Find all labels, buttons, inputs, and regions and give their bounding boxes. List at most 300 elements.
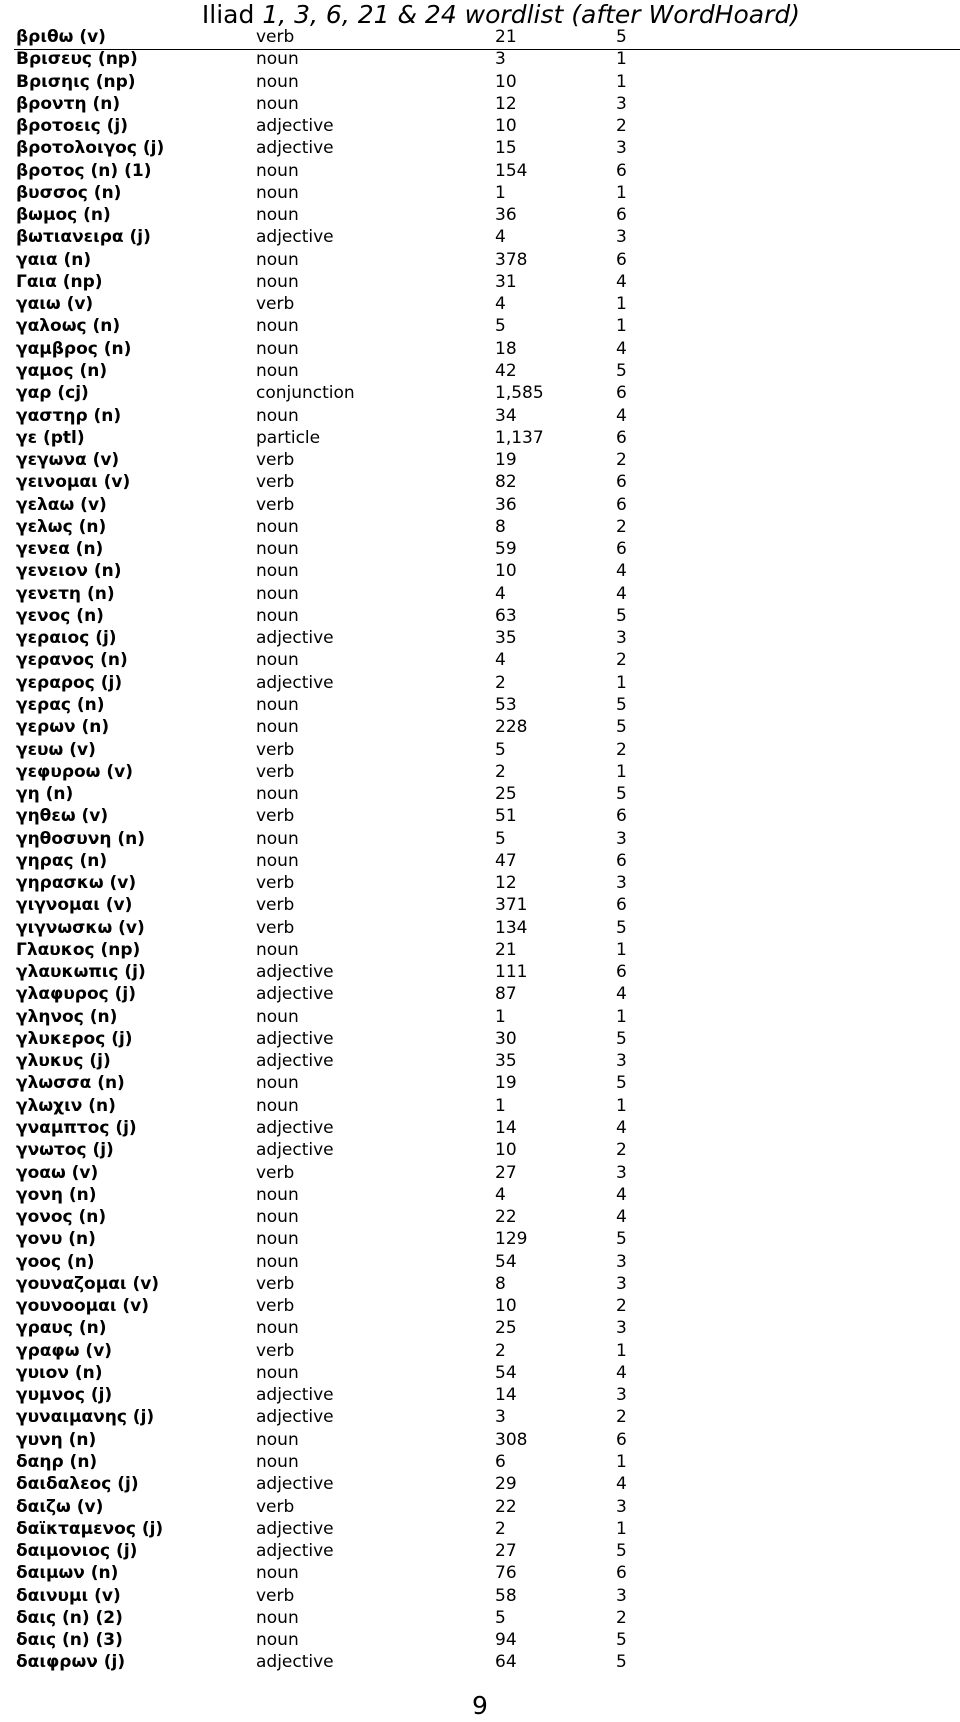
table-row (0, 649, 960, 671)
count-cell: 35 (495, 628, 517, 649)
count-cell: 21 (495, 27, 517, 47)
table-row (0, 894, 960, 916)
count-cell: 19 (495, 450, 517, 471)
table-row (0, 1162, 960, 1184)
lemma-cell: βωμος (n) (16, 205, 111, 226)
table-row (0, 226, 960, 248)
lemma-cell: γλυκερος (j) (16, 1028, 133, 1049)
lemma-cell: γλωχιν (n) (16, 1095, 116, 1116)
table-row (0, 26, 960, 48)
lemma-cell: γναμπτος (j) (16, 1118, 137, 1139)
count-cell: 58 (495, 1585, 517, 1606)
books-cell: 4 (616, 561, 627, 582)
count-cell: 54 (495, 1362, 517, 1383)
pos-cell: adjective (256, 138, 334, 159)
books-cell: 3 (616, 1273, 627, 1294)
pos-cell: noun (256, 1630, 299, 1651)
lemma-cell: γλαφυρος (j) (16, 984, 137, 1005)
table-row (0, 160, 960, 182)
books-cell: 6 (616, 539, 627, 560)
table-row (0, 739, 960, 761)
lemma-cell: γενεα (n) (16, 539, 104, 560)
table-row (0, 917, 960, 939)
pos-cell: noun (256, 405, 299, 426)
count-cell: 4 (495, 583, 506, 604)
books-cell: 1 (616, 672, 627, 693)
lemma-cell: γευω (v) (16, 739, 96, 760)
table-row (0, 583, 960, 605)
table-row (0, 1006, 960, 1028)
books-cell: 6 (616, 249, 627, 270)
count-cell: 34 (495, 405, 517, 426)
count-cell: 64 (495, 1652, 517, 1673)
count-cell: 1,585 (495, 383, 544, 404)
table-row (0, 360, 960, 382)
table-row (0, 627, 960, 649)
pos-cell: verb (256, 450, 295, 471)
lemma-cell: γηθοσυνη (n) (16, 828, 146, 849)
pos-cell: noun (256, 182, 299, 203)
count-cell: 2 (495, 1340, 506, 1361)
books-cell: 2 (616, 516, 627, 537)
count-cell: 76 (495, 1563, 517, 1584)
lemma-cell: γενετη (n) (16, 583, 115, 604)
books-cell: 5 (616, 1630, 627, 1651)
count-cell: 10 (495, 71, 517, 92)
pos-cell: adjective (256, 1051, 334, 1072)
table-row (0, 761, 960, 783)
lemma-cell: γηθεω (v) (16, 806, 109, 827)
count-cell: 21 (495, 939, 517, 960)
pos-cell: noun (256, 561, 299, 582)
lemma-cell: γυιον (n) (16, 1362, 103, 1383)
books-cell: 5 (616, 1028, 627, 1049)
books-cell: 4 (616, 1184, 627, 1205)
books-cell: 4 (616, 271, 627, 292)
lemma-cell: δαιζω (v) (16, 1496, 104, 1517)
lemma-cell: γενειον (n) (16, 561, 122, 582)
pos-cell: verb (256, 1585, 295, 1606)
count-cell: 53 (495, 694, 517, 715)
count-cell: 25 (495, 1318, 517, 1339)
pos-cell: noun (256, 1207, 299, 1228)
lemma-cell: γαλοως (n) (16, 316, 121, 337)
pos-cell: noun (256, 160, 299, 181)
books-cell: 5 (616, 1541, 627, 1562)
lemma-cell: γαρ (cj) (16, 383, 89, 404)
lemma-cell: γαια (n) (16, 249, 92, 270)
pos-cell: adjective (256, 672, 334, 693)
table-row (0, 872, 960, 894)
lemma-cell: γυνη (n) (16, 1429, 97, 1450)
pos-cell: noun (256, 271, 299, 292)
table-row (0, 1317, 960, 1339)
table-row (0, 1607, 960, 1629)
lemma-cell: Γαια (np) (16, 271, 103, 292)
pos-cell: verb (256, 1273, 295, 1294)
pos-cell: noun (256, 1251, 299, 1272)
lemma-cell: βριθω (v) (16, 27, 106, 47)
table-row (0, 382, 960, 404)
lemma-cell: γαστηρ (n) (16, 405, 122, 426)
lemma-cell: δαις (n) (3) (16, 1630, 123, 1651)
lemma-cell: γερας (n) (16, 694, 105, 715)
table-row (0, 315, 960, 337)
books-cell: 6 (616, 1429, 627, 1450)
pos-cell: adjective (256, 1474, 334, 1495)
count-cell: 42 (495, 360, 517, 381)
count-cell: 129 (495, 1229, 528, 1250)
lemma-cell: βωτιανειρα (j) (16, 227, 151, 248)
table-row (0, 1228, 960, 1250)
table-row (0, 1295, 960, 1317)
count-cell: 87 (495, 984, 517, 1005)
pos-cell: conjunction (256, 383, 355, 404)
lemma-cell: γεφυροω (v) (16, 761, 133, 782)
table-row (0, 672, 960, 694)
pos-cell: noun (256, 360, 299, 381)
books-cell: 1 (616, 761, 627, 782)
table-row (0, 516, 960, 538)
lemma-cell: γυναιμανης (j) (16, 1407, 155, 1428)
table-row (0, 427, 960, 449)
pos-cell: verb (256, 27, 295, 47)
lemma-cell: βροτολοιγος (j) (16, 138, 165, 159)
lemma-cell: γελαω (v) (16, 494, 107, 515)
count-cell: 228 (495, 717, 528, 738)
pos-cell: adjective (256, 227, 334, 248)
count-cell: 4 (495, 650, 506, 671)
table-row (0, 1072, 960, 1094)
table-row (0, 1095, 960, 1117)
pos-cell: adjective (256, 1028, 334, 1049)
books-cell: 3 (616, 1051, 627, 1072)
books-cell: 5 (616, 784, 627, 805)
books-cell: 2 (616, 1607, 627, 1628)
books-cell: 1 (616, 49, 627, 70)
books-cell: 1 (616, 1340, 627, 1361)
count-cell: 8 (495, 1273, 506, 1294)
table-row (0, 694, 960, 716)
count-cell: 27 (495, 1162, 517, 1183)
books-cell: 5 (616, 917, 627, 938)
books-cell: 5 (616, 1073, 627, 1094)
table-row (0, 538, 960, 560)
table-row (0, 1139, 960, 1161)
count-cell: 4 (495, 227, 506, 248)
books-cell: 4 (616, 1118, 627, 1139)
lemma-cell: Γλαυκος (np) (16, 939, 141, 960)
lemma-cell: γενος (n) (16, 605, 104, 626)
count-cell: 10 (495, 1140, 517, 1161)
table-row (0, 1028, 960, 1050)
count-cell: 3 (495, 1407, 506, 1428)
books-cell: 6 (616, 472, 627, 493)
pos-cell: noun (256, 1318, 299, 1339)
books-cell: 3 (616, 93, 627, 114)
books-cell: 1 (616, 316, 627, 337)
table-row (0, 1473, 960, 1495)
books-cell: 5 (616, 717, 627, 738)
books-cell: 5 (616, 605, 627, 626)
pos-cell: adjective (256, 1385, 334, 1406)
books-cell: 3 (616, 138, 627, 159)
count-cell: 14 (495, 1118, 517, 1139)
lemma-cell: γραυς (n) (16, 1318, 107, 1339)
lemma-cell: Βρισευς (np) (16, 49, 138, 70)
lemma-cell: γονυ (n) (16, 1229, 96, 1250)
pos-cell: noun (256, 939, 299, 960)
pos-cell: verb (256, 294, 295, 315)
count-cell: 59 (495, 539, 517, 560)
pos-cell: noun (256, 338, 299, 359)
pos-cell: adjective (256, 628, 334, 649)
table-row (0, 983, 960, 1005)
count-cell: 5 (495, 1607, 506, 1628)
lemma-cell: γαμος (n) (16, 360, 108, 381)
pos-cell: noun (256, 1452, 299, 1472)
count-cell: 10 (495, 116, 517, 137)
table-row (0, 48, 960, 70)
table-row (0, 1184, 960, 1206)
table-row (0, 115, 960, 137)
books-cell: 6 (616, 494, 627, 515)
lemma-cell: γαμβρος (n) (16, 338, 132, 359)
page-number: 9 (472, 1691, 488, 1720)
table-row (0, 71, 960, 93)
table-row (0, 1050, 960, 1072)
count-cell: 2 (495, 761, 506, 782)
pos-cell: verb (256, 472, 295, 493)
lemma-cell: δαιμονιος (j) (16, 1541, 138, 1562)
count-cell: 47 (495, 850, 517, 871)
lemma-cell: γλαυκωπις (j) (16, 962, 146, 983)
count-cell: 5 (495, 316, 506, 337)
pos-cell: adjective (256, 1140, 334, 1161)
table-row (0, 716, 960, 738)
pos-cell: noun (256, 717, 299, 738)
count-cell: 51 (495, 806, 517, 827)
books-cell: 6 (616, 895, 627, 916)
lemma-cell: βροντη (n) (16, 93, 121, 114)
pos-cell: adjective (256, 984, 334, 1005)
word-table (0, 26, 960, 1674)
lemma-cell: γοαω (v) (16, 1162, 99, 1183)
books-cell: 3 (616, 628, 627, 649)
books-cell: 1 (616, 1452, 627, 1472)
table-row (0, 1562, 960, 1584)
books-cell: 5 (616, 27, 627, 47)
count-cell: 134 (495, 917, 528, 938)
pos-cell: noun (256, 1095, 299, 1116)
books-cell: 5 (616, 360, 627, 381)
table-row (0, 137, 960, 159)
pos-cell: verb (256, 1296, 295, 1317)
lemma-cell: δαιμων (n) (16, 1563, 119, 1584)
books-cell: 3 (616, 227, 627, 248)
lemma-cell: δαις (n) (2) (16, 1607, 123, 1628)
pos-cell: noun (256, 828, 299, 849)
count-cell: 12 (495, 873, 517, 894)
books-cell: 2 (616, 650, 627, 671)
table-row (0, 1651, 960, 1673)
table-row (0, 1451, 960, 1473)
books-cell: 4 (616, 1207, 627, 1228)
books-cell: 3 (616, 1385, 627, 1406)
books-cell: 4 (616, 1474, 627, 1495)
lemma-cell: γοος (n) (16, 1251, 95, 1272)
pos-cell: noun (256, 205, 299, 226)
lemma-cell: γονος (n) (16, 1207, 107, 1228)
pos-cell: noun (256, 1607, 299, 1628)
books-cell: 4 (616, 984, 627, 1005)
count-cell: 12 (495, 93, 517, 114)
lemma-cell: γε (ptl) (16, 427, 85, 448)
books-cell: 3 (616, 1585, 627, 1606)
lemma-cell: γνωτος (j) (16, 1140, 114, 1161)
books-cell: 4 (616, 338, 627, 359)
count-cell: 54 (495, 1251, 517, 1272)
lemma-cell: γερων (n) (16, 717, 110, 738)
books-cell: 3 (616, 1496, 627, 1517)
books-cell: 3 (616, 873, 627, 894)
lemma-cell: γλωσσα (n) (16, 1073, 125, 1094)
books-cell: 6 (616, 160, 627, 181)
table-row (0, 1518, 960, 1540)
books-cell: 5 (616, 1229, 627, 1250)
table-row (0, 471, 960, 493)
books-cell: 2 (616, 1296, 627, 1317)
lemma-cell: δαιφρων (j) (16, 1652, 126, 1673)
lemma-cell: γελως (n) (16, 516, 107, 537)
count-cell: 5 (495, 739, 506, 760)
lemma-cell: γυμνος (j) (16, 1385, 113, 1406)
pos-cell: noun (256, 1073, 299, 1094)
books-cell: 4 (616, 583, 627, 604)
count-cell: 10 (495, 561, 517, 582)
count-cell: 22 (495, 1496, 517, 1517)
books-cell: 6 (616, 850, 627, 871)
count-cell: 82 (495, 472, 517, 493)
table-row (0, 805, 960, 827)
pos-cell: adjective (256, 1118, 334, 1139)
title-rest: 1, 3, 6, 21 & 24 wordlist (after WordHoard) (262, 0, 800, 29)
books-cell: 1 (616, 939, 627, 960)
pos-cell: noun (256, 1563, 299, 1584)
books-cell: 3 (616, 1251, 627, 1272)
table-row (0, 1362, 960, 1384)
table-row (0, 828, 960, 850)
books-cell: 3 (616, 828, 627, 849)
books-cell: 2 (616, 450, 627, 471)
count-cell: 14 (495, 1385, 517, 1406)
table-row (0, 1340, 960, 1362)
books-cell: 1 (616, 1006, 627, 1027)
books-cell: 6 (616, 1563, 627, 1584)
lemma-cell: δαηρ (n) (16, 1452, 98, 1472)
pos-cell: noun (256, 1006, 299, 1027)
pos-cell: noun (256, 1229, 299, 1250)
lemma-cell: βροτοεις (j) (16, 116, 128, 137)
table-row (0, 1629, 960, 1651)
pos-cell: noun (256, 583, 299, 604)
pos-cell: noun (256, 784, 299, 805)
lemma-cell: γιγνωσκω (v) (16, 917, 145, 938)
table-row (0, 249, 960, 271)
table-row (0, 850, 960, 872)
lemma-cell: Βρισηις (np) (16, 71, 136, 92)
pos-cell: noun (256, 605, 299, 626)
count-cell: 3 (495, 49, 506, 70)
count-cell: 25 (495, 784, 517, 805)
pos-cell: verb (256, 917, 295, 938)
pos-cell: noun (256, 650, 299, 671)
table-row (0, 93, 960, 115)
books-cell: 3 (616, 1318, 627, 1339)
pos-cell: verb (256, 761, 295, 782)
count-cell: 308 (495, 1429, 528, 1450)
books-cell: 2 (616, 116, 627, 137)
lemma-cell: γερανος (n) (16, 650, 128, 671)
pos-cell: verb (256, 873, 295, 894)
count-cell: 18 (495, 338, 517, 359)
books-cell: 6 (616, 806, 627, 827)
pos-cell: adjective (256, 1518, 334, 1539)
pos-cell: noun (256, 1429, 299, 1450)
lemma-cell: γεραρος (j) (16, 672, 123, 693)
books-cell: 6 (616, 205, 627, 226)
lemma-cell: γλυκυς (j) (16, 1051, 111, 1072)
table-row (0, 605, 960, 627)
count-cell: 1 (495, 182, 506, 203)
pos-cell: noun (256, 49, 299, 70)
table-row (0, 182, 960, 204)
books-cell: 5 (616, 694, 627, 715)
count-cell: 36 (495, 494, 517, 515)
lemma-cell: βυσσος (n) (16, 182, 122, 203)
pos-cell: noun (256, 694, 299, 715)
count-cell: 29 (495, 1474, 517, 1495)
pos-cell: noun (256, 516, 299, 537)
count-cell: 8 (495, 516, 506, 537)
count-cell: 2 (495, 1518, 506, 1539)
count-cell: 19 (495, 1073, 517, 1094)
lemma-cell: γονη (n) (16, 1184, 97, 1205)
pos-cell: noun (256, 1184, 299, 1205)
lemma-cell: γουναζομαι (v) (16, 1273, 160, 1294)
count-cell: 1 (495, 1095, 506, 1116)
pos-cell: noun (256, 539, 299, 560)
count-cell: 36 (495, 205, 517, 226)
lemma-cell: δαιδαλεος (j) (16, 1474, 139, 1495)
books-cell: 4 (616, 405, 627, 426)
count-cell: 22 (495, 1207, 517, 1228)
books-cell: 6 (616, 383, 627, 404)
pos-cell: verb (256, 1340, 295, 1361)
table-row (0, 449, 960, 471)
count-cell: 4 (495, 294, 506, 315)
pos-cell: noun (256, 850, 299, 871)
pos-cell: adjective (256, 1541, 334, 1562)
lemma-cell: γιγνομαι (v) (16, 895, 133, 916)
books-cell: 1 (616, 1095, 627, 1116)
pos-cell: verb (256, 895, 295, 916)
table-row (0, 1117, 960, 1139)
pos-cell: noun (256, 1362, 299, 1383)
pos-cell: verb (256, 739, 295, 760)
books-cell: 4 (616, 1362, 627, 1383)
books-cell: 1 (616, 182, 627, 203)
